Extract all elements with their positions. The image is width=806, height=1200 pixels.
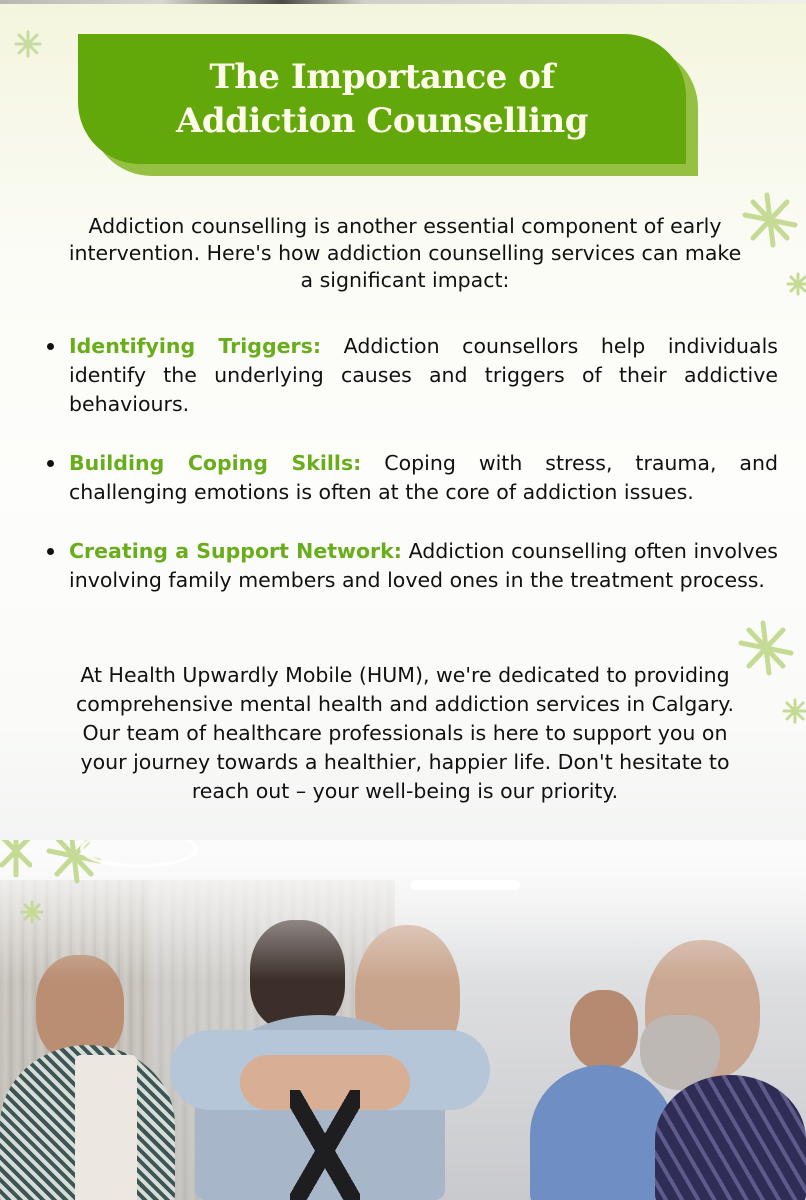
flower-decoration-icon bbox=[14, 30, 42, 58]
flower-decoration-icon bbox=[20, 900, 44, 924]
person-right-woman-head bbox=[570, 990, 638, 1070]
page-title-line-2: Addiction Counselling bbox=[175, 101, 589, 141]
bullet-text: Coping with stress, trauma, and challenging emotions is often at the core of addiction issues. bbox=[69, 451, 778, 504]
support-group-photo bbox=[0, 840, 806, 1200]
flower-decoration-icon bbox=[742, 192, 798, 248]
bullet-heading: Identifying Triggers: bbox=[69, 334, 322, 358]
closing-paragraph: At Health Upwardly Mobile (HUM), we're dedicated to providing comprehensive mental health and addiction services in Calgary. Our team of healthcare professionals is here to support you on your journey towards a healthier, happier life. Don't hesitate to reach out – your well-being is our priority. bbox=[76, 663, 734, 803]
title-banner bbox=[78, 34, 698, 176]
list-item bbox=[46, 449, 778, 507]
person-right-woman-shirt bbox=[530, 1065, 675, 1200]
list-item bbox=[46, 537, 778, 595]
bullet-heading: Creating a Support Network: bbox=[69, 539, 402, 563]
ceiling-light-bar bbox=[410, 880, 520, 890]
list-item bbox=[46, 332, 778, 419]
flower-decoration-icon bbox=[786, 272, 806, 296]
intro-paragraph: Addiction counselling is another essential component of early intervention. Here's how addiction counselling services can make a significant impact: bbox=[68, 214, 742, 292]
person-bearded-shirt bbox=[655, 1075, 806, 1200]
benefits-list bbox=[46, 332, 778, 625]
bullet-text: Addiction counselling often involves involving family members and loved ones in the treatment process. bbox=[69, 539, 778, 592]
bullet-text: Addiction counsellors help individuals identify the underlying causes and triggers of their addictive behaviours. bbox=[69, 334, 778, 416]
bullet-icon bbox=[47, 343, 54, 350]
bullet-icon bbox=[47, 460, 54, 467]
flower-decoration-icon bbox=[782, 698, 806, 724]
page-title-line-1: The Importance of bbox=[209, 57, 555, 97]
title-banner-box bbox=[78, 34, 686, 164]
person-left-tshirt bbox=[75, 1055, 137, 1200]
top-image-strip bbox=[0, 0, 806, 4]
suspenders bbox=[290, 1090, 360, 1200]
flower-decoration-icon bbox=[0, 840, 32, 877]
bullet-heading: Building Coping Skills: bbox=[69, 451, 362, 475]
bullet-icon bbox=[47, 548, 54, 555]
